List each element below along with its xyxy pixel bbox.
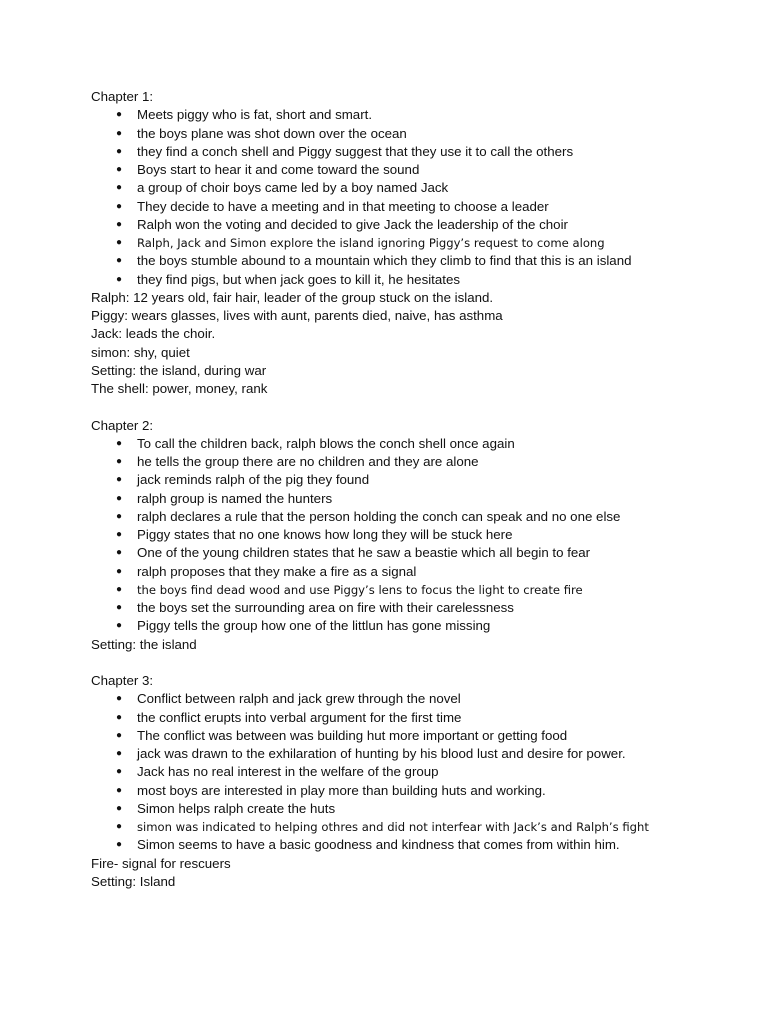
chapter-heading: Chapter 3:	[91, 673, 154, 688]
bullet-icon: ●	[116, 748, 123, 759]
setting-note: Setting: Island	[91, 873, 176, 889]
bullet-icon: ●	[116, 200, 123, 212]
character-note-ralph: Ralph: 12 years old, fair hair, leader of the group stuck on the island.	[91, 289, 494, 305]
list-item: ● Jack has no real interest in the welfare of the group	[91, 763, 711, 781]
bullet-icon: ●	[116, 255, 123, 267]
bullet-list	[91, 690, 711, 854]
bullet-icon: ●	[116, 729, 123, 741]
setting-note: Setting: the island, during war	[91, 362, 267, 378]
bullet-icon: ●	[116, 474, 123, 486]
bullet-icon: ●	[116, 127, 123, 139]
list-item: ● ralph proposes that they make a fire as a signal	[91, 563, 711, 581]
bullet-icon: ●	[116, 273, 123, 285]
bullet-icon: ●	[116, 437, 123, 449]
bullet-icon: ●	[116, 802, 123, 814]
bullet-icon: ●	[116, 693, 123, 705]
bullet-icon: ●	[116, 218, 123, 230]
chapter-1-section	[91, 88, 711, 398]
list-item: ● Simon seems to have a basic goodness and kindness that comes from within him.	[91, 836, 711, 854]
bullet-icon: ●	[116, 784, 123, 796]
list-item: ● The conflict was between was building hut more important or getting food	[91, 727, 711, 745]
character-note-jack: Jack: leads the choir.	[91, 326, 216, 342]
bullet-icon: ●	[116, 529, 123, 540]
bullet-icon: ●	[116, 583, 123, 595]
bullet-icon: ●	[116, 237, 123, 248]
bullet-icon: ●	[116, 510, 123, 522]
list-item: ● he tells the group there are no children and they are alone	[91, 453, 711, 471]
character-note-piggy: Piggy: wears glasses, lives with aunt, parents died, naive, has asthma	[91, 308, 503, 323]
list-item: ● Boys start to hear it and come toward the sound	[91, 161, 711, 179]
list-item: ● Meets piggy who is fat, short and smart.	[91, 106, 711, 124]
bullet-icon: ●	[116, 547, 123, 559]
bullet-icon: ●	[116, 164, 123, 175]
bullet-icon: ●	[116, 492, 123, 504]
list-item: ● the boys stumble abound to a mountain which they climb to find that this is an island	[91, 252, 711, 270]
chapter-heading: Chapter 1:	[91, 89, 154, 104]
list-item: ● the boys find dead wood and use Piggy’s lens to focus the light to create fire	[91, 581, 711, 599]
list-item: ● Piggy states that no one knows how long they will be stuck here	[91, 526, 711, 544]
list-item: ● Conflict between ralph and jack grew through the novel	[91, 690, 711, 708]
list-item: ● ralph declares a rule that the person holding the conch can speak and no one else	[91, 508, 711, 526]
bullet-icon: ●	[116, 821, 123, 832]
bullet-icon: ●	[116, 565, 123, 577]
list-item: ● To call the children back, ralph blows the conch shell once again	[91, 435, 711, 453]
bullet-icon: ●	[116, 711, 123, 723]
list-item: ● they find a conch shell and Piggy suggest that they use it to call the others	[91, 143, 711, 161]
bullet-icon: ●	[116, 109, 123, 121]
setting-note: Setting: the island	[91, 636, 197, 652]
list-item: ● Ralph won the voting and decided to give Jack the leadership of the choir	[91, 216, 711, 234]
list-item: ● simon was indicated to helping othres and did not interfear with Jack’s and Ralph’s fight	[91, 818, 711, 836]
character-note-simon: simon: shy, quiet	[91, 344, 190, 360]
document-body	[91, 88, 711, 891]
bullet-icon: ●	[116, 620, 123, 632]
list-item: ● the boys plane was shot down over the ocean	[91, 125, 711, 143]
bullet-icon: ●	[116, 182, 123, 194]
bullet-list	[91, 435, 711, 636]
list-item: ● Piggy tells the group how one of the littlun has gone missing	[91, 617, 711, 635]
list-item: ● they find pigs, but when jack goes to kill it, he hesitates	[91, 271, 711, 289]
bullet-icon: ●	[116, 602, 123, 613]
list-item: ● They decide to have a meeting and in that meeting to choose a leader	[91, 198, 711, 216]
list-item: ● Simon helps ralph create the huts	[91, 800, 711, 818]
list-item: ● jack reminds ralph of the pig they found	[91, 471, 711, 489]
list-item: ● One of the young children states that he saw a beastie which all begin to fear	[91, 544, 711, 562]
list-item: ● most boys are interested in play more than building huts and working.	[91, 782, 711, 800]
symbol-note: The shell: power, money, rank	[91, 381, 268, 396]
chapter-3-section	[91, 672, 711, 891]
list-item: ● the boys set the surrounding area on fire with their carelessness	[91, 599, 711, 617]
symbol-note: Fire- signal for rescuers	[91, 855, 231, 871]
bullet-list	[91, 106, 711, 289]
bullet-icon: ●	[116, 145, 123, 157]
list-item: ● the conflict erupts into verbal argument for the first time	[91, 709, 711, 727]
chapter-heading: Chapter 2:	[91, 417, 154, 433]
bullet-icon: ●	[116, 839, 123, 851]
bullet-icon: ●	[116, 456, 123, 467]
list-item: ● ralph group is named the hunters	[91, 490, 711, 508]
bullet-icon: ●	[116, 766, 123, 778]
list-item: ● jack was drawn to the exhilaration of hunting by his blood lust and desire for power.	[91, 745, 711, 763]
list-item: ● Ralph, Jack and Simon explore the island ignoring Piggy’s request to come along	[91, 234, 711, 252]
list-item: ● a group of choir boys came led by a boy named Jack	[91, 179, 711, 197]
chapter-2-section	[91, 417, 711, 654]
